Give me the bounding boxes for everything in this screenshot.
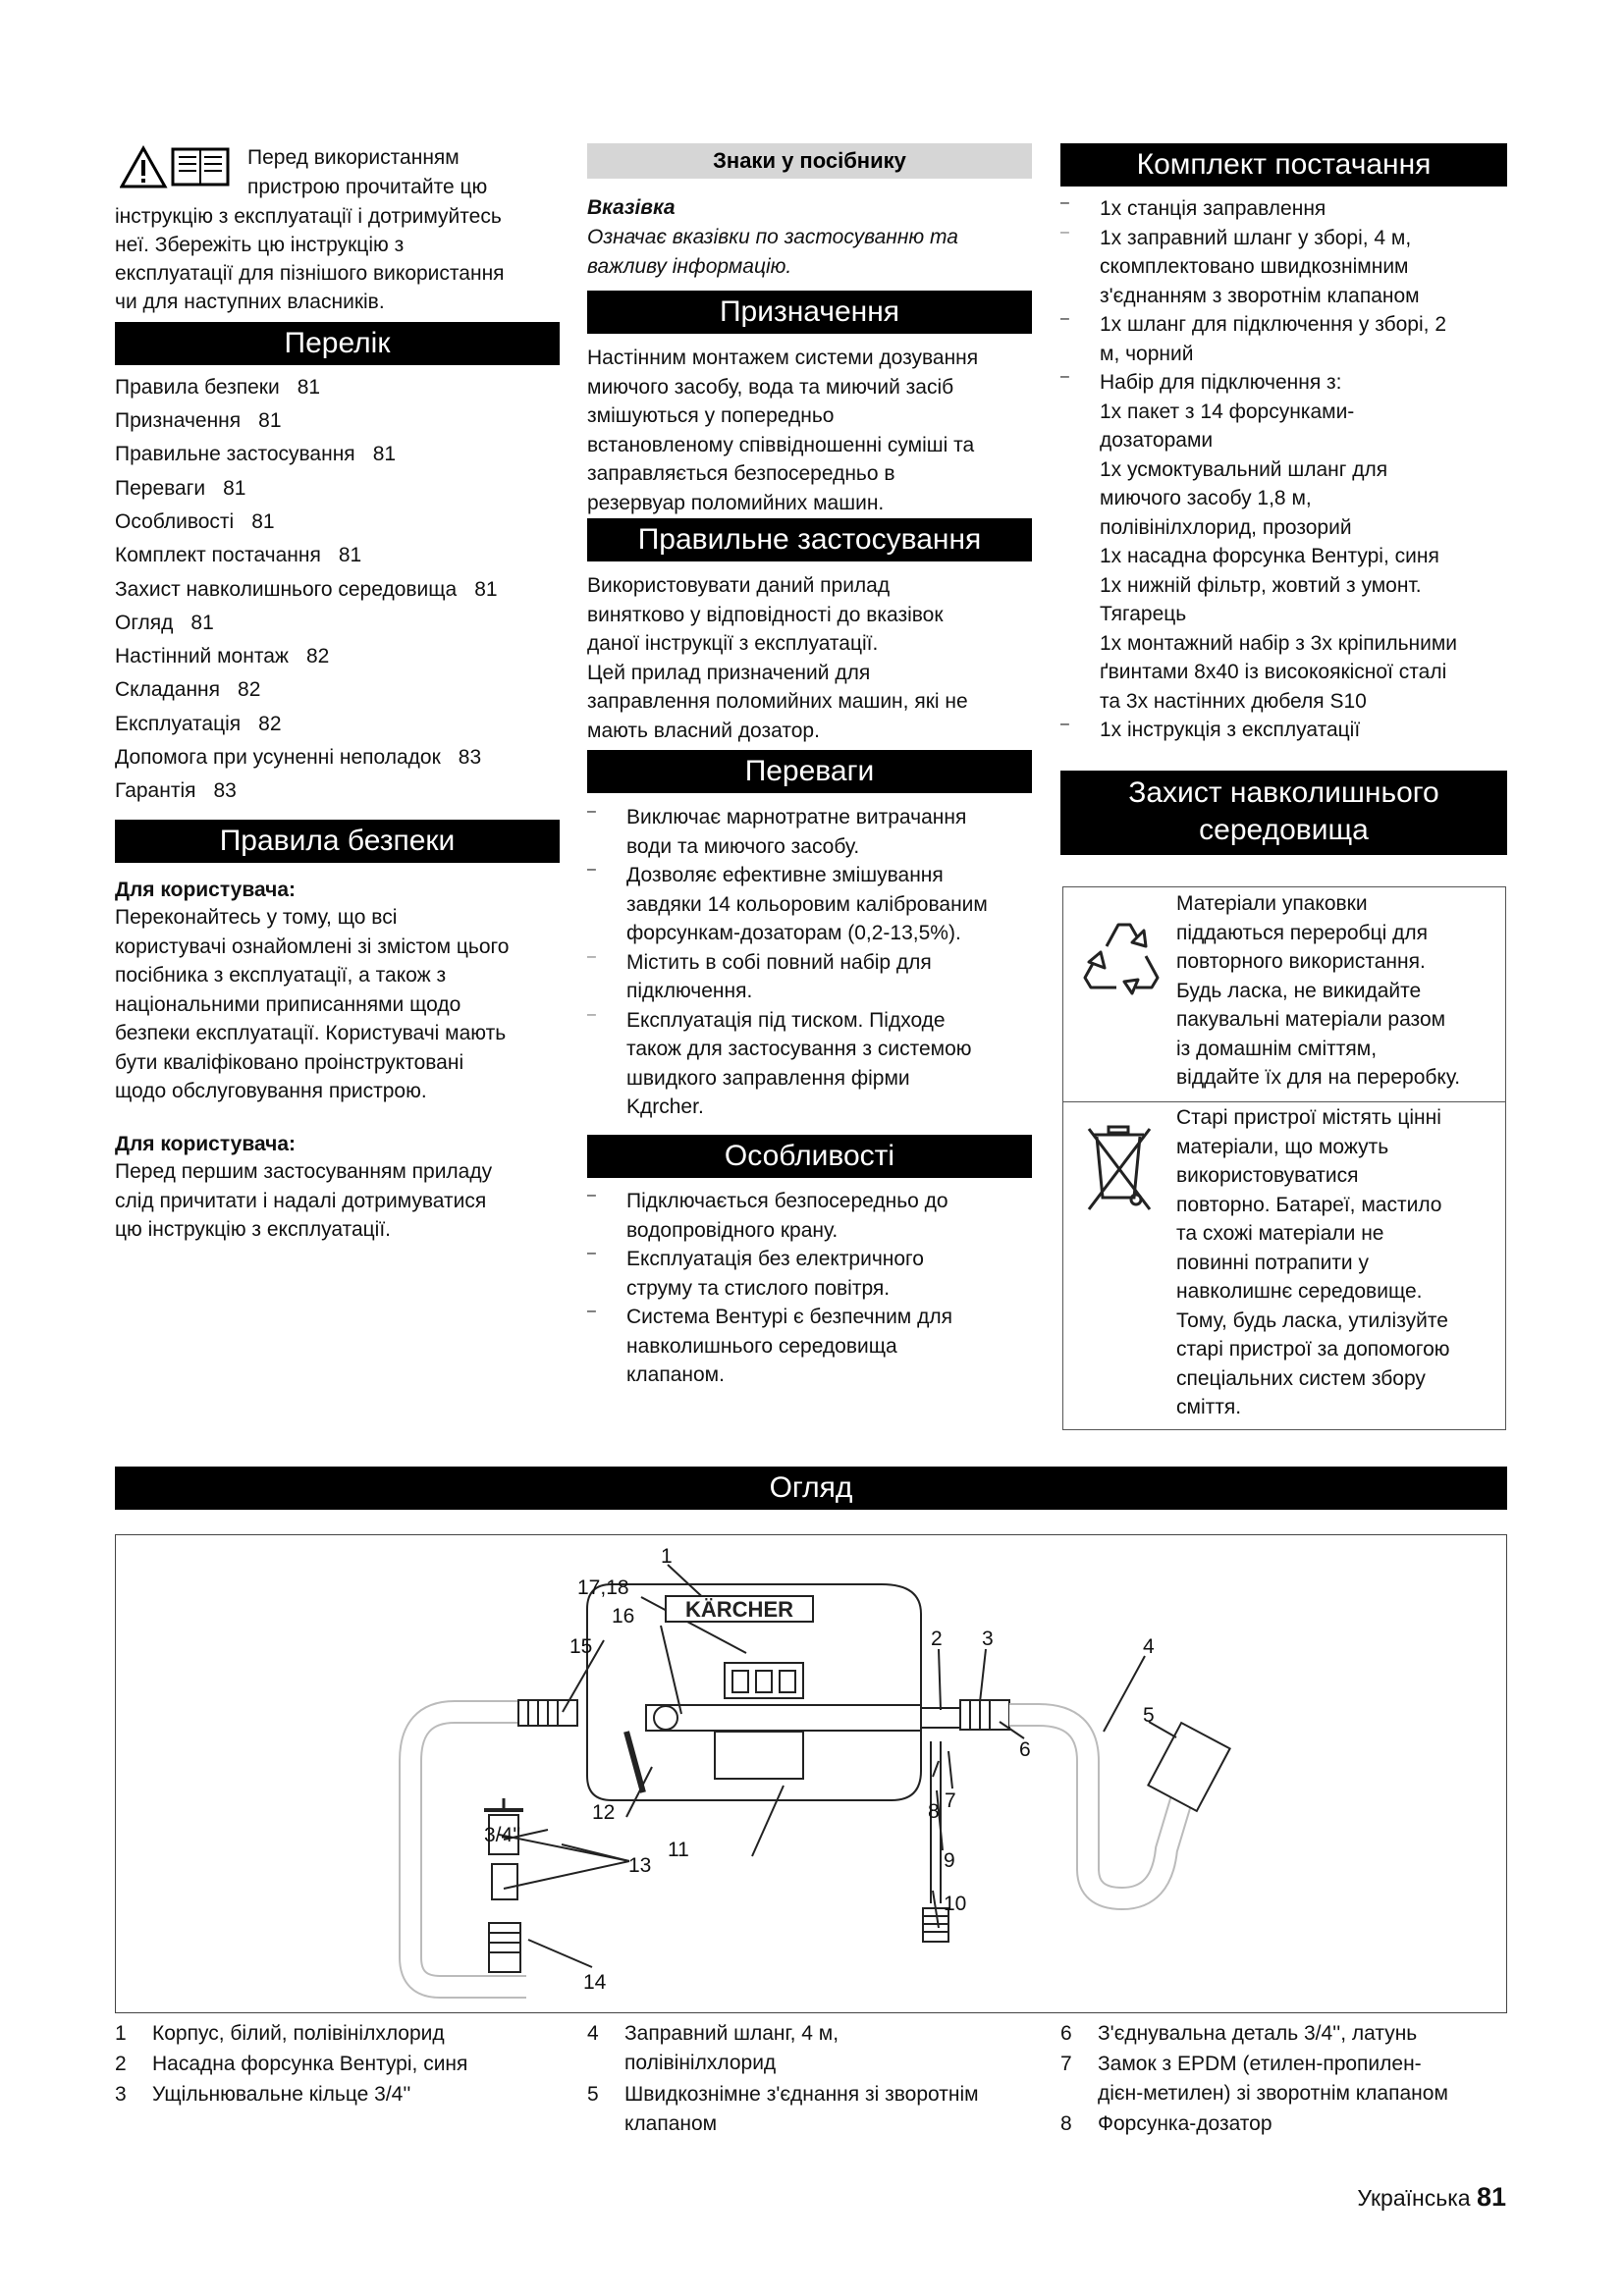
- callout-label: 16: [612, 1605, 635, 1628]
- toc-item[interactable]: Правильне застосування 81: [115, 443, 397, 465]
- toc-item[interactable]: Експлуатація 82: [115, 713, 282, 735]
- list-item: – Підключається безпосередньо до водопровідного крану.: [587, 1187, 948, 1242]
- list-item: – Виключає марнотратне витрачання води та миючого засобу.: [587, 803, 967, 858]
- callout-label: 12: [592, 1801, 616, 1824]
- text-line: навколишнє середовище.: [1176, 1280, 1423, 1303]
- intro-line: неї. Збережіть цю інструкцію з: [115, 234, 405, 256]
- text-line: Перед першим застосуванням приладу: [115, 1160, 493, 1183]
- text-line: мають власний дозатор.: [587, 719, 820, 742]
- callout-label: 11: [668, 1839, 689, 1861]
- text-line: Матеріали упаковки: [1176, 892, 1368, 915]
- text-line: старі пристрої за допомогою: [1176, 1338, 1450, 1361]
- text-line: сміття.: [1176, 1396, 1242, 1418]
- device-diagram: [116, 1535, 1505, 2011]
- environment-table: [1062, 886, 1506, 1430]
- text-line: Тому, будь ласка, утилізуйте: [1176, 1308, 1448, 1332]
- text-line: та схожі матеріали не: [1176, 1222, 1384, 1245]
- scope-list: [1060, 194, 1512, 745]
- text-line: встановленому співвідношенні суміші та: [587, 433, 975, 456]
- features-heading: Особливості: [587, 1135, 1032, 1178]
- intro-line: Перед використанням: [247, 146, 460, 169]
- warning-manual-icon: [120, 145, 238, 190]
- list-item: – 1х шланг для підключення у зборі, 2 м, чорний: [1060, 310, 1447, 365]
- safety-user-label: Для користувача:: [115, 1133, 297, 1155]
- text-line: важливу інформацію.: [587, 254, 792, 278]
- callout-label: 10: [944, 1893, 967, 1915]
- text-line: Переконайтесь у тому, що всі: [115, 906, 398, 929]
- text-line: Настінним монтажем системи дозування: [587, 347, 979, 369]
- overview-legend: 1 Корпус, білий, полівінілхлорид 2 Насадна форсунка Вентурі, синя 3 Ущільнювальне кільце 3/4'' 4 Заправний шланг, 4 м, полівінілхлорид 5 Швидкознімне з'єднання зі зворотнім клапаном 6 З'єднувальна деталь 3/4'', латунь 7 Замок з EPDM (етилен-пропилен- дієн-метилен) зі зворотнім клапаном 8 Форсунка-дозатор: [115, 2022, 1448, 2135]
- text-line: повторно. Батареї, мастило: [1176, 1193, 1442, 1216]
- page-number: 81: [1476, 2182, 1506, 2212]
- overview-heading: Огляд: [115, 1467, 1507, 1510]
- disposal-cell: [1063, 1101, 1505, 1429]
- callout-label: 8: [928, 1800, 940, 1823]
- text-line: із домашнім сміттям,: [1176, 1037, 1378, 1060]
- text-line: використовуватися: [1176, 1164, 1359, 1187]
- safety-user-label: Для користувача:: [115, 879, 297, 901]
- callout-label: 2: [931, 1628, 943, 1650]
- text-line: миючого засобу, вода та миючий засіб: [587, 375, 954, 399]
- crossed-bin-icon: [1085, 1121, 1154, 1215]
- list-item: – 1х заправний шланг у зборі, 4 м, скомплектовано швидкознімним з'єднанням з зворотнім клапаном: [1060, 223, 1420, 307]
- callout-label: 4: [1143, 1635, 1155, 1658]
- note-text: [587, 223, 958, 281]
- overview-figure: [115, 1534, 1507, 2013]
- list-item: – 1х інструкція з експлуатації: [1060, 716, 1361, 741]
- list-item: – Містить в собі повний набір для підключення.: [587, 947, 932, 1002]
- toc-item[interactable]: Захист навколишнього середовища 81: [115, 578, 498, 601]
- toc-item[interactable]: Правила безпеки 81: [115, 376, 321, 399]
- text-line: Будь ласка, не викидайте: [1176, 979, 1422, 1002]
- toc-item[interactable]: Особливості 81: [115, 510, 275, 533]
- text-line: цю інструкцію з експлуатації.: [115, 1218, 391, 1241]
- purpose-text: [587, 344, 1039, 517]
- toc-item[interactable]: Комплект постачання 81: [115, 544, 362, 566]
- page-footer: [1357, 2181, 1506, 2214]
- text-line: бути кваліфіковано проінструктовані: [115, 1050, 464, 1074]
- text-line: Означає вказівки по застосуванню та: [587, 226, 958, 248]
- list-item: 1х пакет з 14 форсунками- дозаторами: [1100, 400, 1355, 452]
- purpose-heading: Призначення: [587, 291, 1032, 334]
- callout-label: 14: [583, 1971, 607, 1994]
- text-line: повторного використання.: [1176, 950, 1426, 973]
- list-item: 1х насадна форсунка Вентурі, синя: [1100, 545, 1439, 567]
- list-item: – 1х станція заправлення: [1060, 194, 1326, 220]
- intro-line: пристрою прочитайте цю: [247, 176, 488, 198]
- text-line: щодо обслуговування пристрою.: [115, 1080, 427, 1102]
- text-line: слід причитати і надалі дотримуватися: [115, 1189, 487, 1212]
- recycle-text: [1176, 889, 1505, 1093]
- toc-heading: Перелік: [115, 322, 560, 365]
- toc-item[interactable]: Допомога при усуненні неполадок 83: [115, 746, 482, 769]
- callout-label: 1: [661, 1545, 673, 1568]
- signs-heading: Знаки у посібнику: [587, 143, 1032, 179]
- list-item: – Дозволяє ефективне змішування завдяки 14 кольоровим каліброваним форсункам-дозаторам (0,2-13,5%).: [587, 861, 988, 944]
- use-text: [587, 571, 1039, 745]
- list-item: – Набір для підключення з:: [1060, 368, 1342, 394]
- toc-item[interactable]: Настінний монтаж 82: [115, 645, 330, 667]
- text-line: заправляється безпосередньо в: [587, 462, 895, 485]
- tap-adapter: [492, 1864, 517, 1899]
- callout-label: 13: [628, 1854, 652, 1877]
- intro-line: експлуатації для пізнішого використання: [115, 262, 505, 285]
- text-line: Використовувати даний прилад: [587, 574, 891, 597]
- safety-heading: Правила безпеки: [115, 820, 560, 863]
- footer-language: Українська: [1357, 2185, 1471, 2211]
- features-list: [587, 1187, 1039, 1390]
- manifold: [715, 1732, 803, 1779]
- text-line: національними приписаннями щодо: [115, 992, 461, 1016]
- callout-label: 9: [944, 1849, 955, 1872]
- text-line: матеріали, що можуть: [1176, 1135, 1389, 1158]
- toc-item[interactable]: Складання 82: [115, 678, 261, 701]
- toc-item[interactable]: Огляд 81: [115, 612, 214, 634]
- text-line: даної інструкції з експлуатації.: [587, 632, 879, 655]
- callout-label: 15: [569, 1635, 593, 1658]
- text-line: змішуються у попередньо: [587, 404, 835, 427]
- text-line: резервуар поломийних машин.: [587, 491, 885, 514]
- list-item: 1х усмоктувальний шланг для миючого засобу 1,8 м, полівінілхлорид, прозорий: [1100, 457, 1388, 539]
- disposal-text: [1176, 1103, 1505, 1422]
- text-line: заправлення поломийних машин, які не: [587, 690, 968, 713]
- note-label: Вказівка: [587, 196, 676, 219]
- text-line: спеціальних систем збору: [1176, 1366, 1426, 1390]
- text-line: піддаються переробці для: [1176, 921, 1428, 944]
- text-line: користувачі ознайомлені зі змістом цього: [115, 934, 510, 958]
- toc-item[interactable]: Призначення 81: [115, 409, 282, 432]
- environment-heading: [1060, 771, 1507, 855]
- right-coupling: [960, 1700, 1009, 1730]
- callout-label: 3: [982, 1628, 994, 1650]
- use-heading: Правильне застосування: [587, 518, 1032, 561]
- advantages-heading: Переваги: [587, 750, 1032, 793]
- text-line: Цей прилад призначений для: [587, 661, 871, 684]
- main-pipe: [646, 1705, 921, 1731]
- recycle-cell: [1063, 887, 1505, 1102]
- list-item: – Експлуатація без електричного струму та стислого повітря.: [587, 1245, 924, 1300]
- callout-label: 6: [1019, 1738, 1031, 1761]
- text-line: безпеки експлуатації. Користувачі мають: [115, 1022, 507, 1044]
- list-item: – Експлуатація під тиском. Підходе також для застосування з системою швидкого заправлення фірми Kдrcher.: [587, 1005, 972, 1118]
- list-item: – Система Вентурі є безпечним для навколишнього середовища клапаном.: [587, 1303, 952, 1386]
- intro-line: інструкцію з експлуатації і дотримуйтесь: [115, 205, 502, 228]
- intro-line: чи для наступних власників.: [115, 291, 385, 313]
- safety-text-1: [115, 903, 567, 1106]
- heading-line: Захист навколишнього: [1128, 776, 1439, 809]
- brand-logo-text: KÄRCHER: [685, 1597, 793, 1622]
- toc-list: [115, 373, 560, 802]
- recycle-icon: [1077, 909, 1165, 997]
- right-fitting: [921, 1708, 960, 1728]
- toc-item[interactable]: Гарантія 83: [115, 779, 237, 802]
- text-line: Старі пристрої містять цінні: [1176, 1106, 1441, 1129]
- toc-item[interactable]: Переваги 81: [115, 477, 246, 500]
- heading-line: середовища: [1199, 814, 1369, 846]
- text-line: пакувальні матеріали разом: [1176, 1008, 1446, 1031]
- list-item: 1х монтажний набір з 3х кріпильними ґвинтами 8х40 із високоякісної сталі та 3х настінних дюбеля S10: [1100, 631, 1458, 713]
- callout-label: 3/4'': [484, 1824, 521, 1846]
- callout-label: 7: [945, 1789, 956, 1812]
- advantages-list: [587, 803, 1039, 1122]
- text-line: посібника з експлуатації, а також з: [115, 964, 447, 987]
- callout-label: 5: [1143, 1704, 1155, 1727]
- list-item: 1х нижній фільтр, жовтий з умонт. Тягарець: [1100, 573, 1422, 625]
- text-line: віддайте їх для на переробку.: [1176, 1066, 1461, 1089]
- callout-label: 17,18: [577, 1576, 629, 1599]
- text-line: винятково у відповідності до вказівок: [587, 603, 944, 626]
- quick-coupling: [1148, 1723, 1229, 1811]
- text-line: повинні потрапити у: [1176, 1251, 1369, 1274]
- scope-heading: Комплект постачання: [1060, 143, 1507, 187]
- safety-text-2: [115, 1157, 567, 1245]
